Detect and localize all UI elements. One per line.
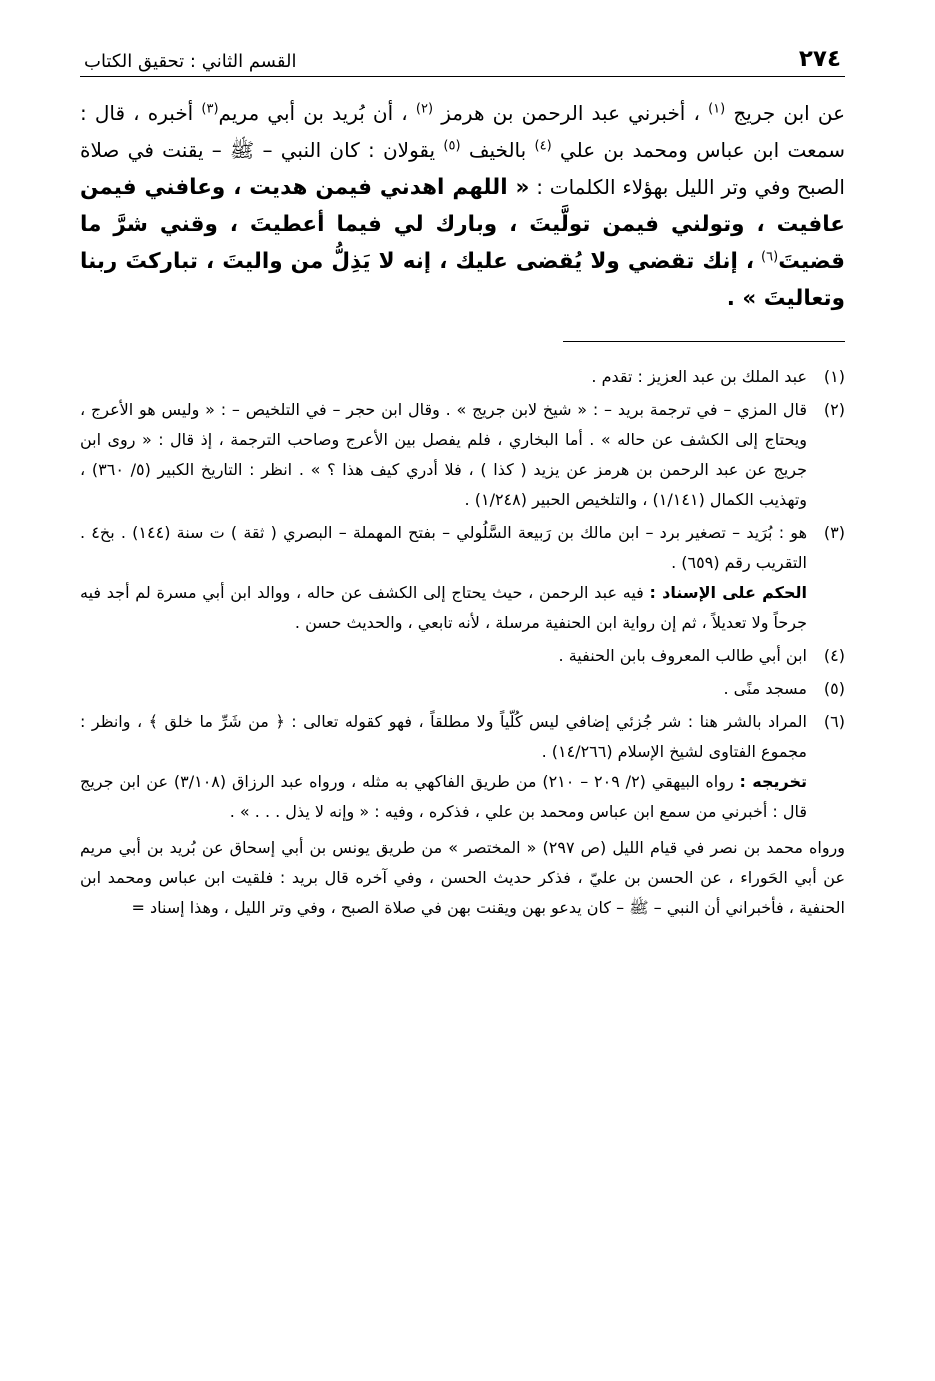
- footnote-body: [80, 707, 807, 827]
- footnote-ref: (٢): [415, 101, 434, 117]
- footnote-number: (٣): [823, 523, 845, 542]
- footnote-body: [80, 362, 807, 392]
- text-segment: بالخيف: [468, 138, 527, 162]
- footnote-text: ابن أبي طالب المعروف بابن الحنفية .: [558, 646, 807, 665]
- footnote-body: [80, 641, 807, 671]
- footnote-ref: (٥): [443, 138, 461, 154]
- page-header: [80, 36, 845, 77]
- footnote-2: [80, 395, 845, 515]
- footnote-text: هو : بُرَيد – تصغير برد – ابن مالك بن رَبيعة السَّلُولي – بفتح المهملة – البصري ( ثقة ) ت سنة (١٤٤) . بخ٤ . التقريب رقم (٦٥٩) .: [80, 523, 808, 572]
- takhrij-text: رواه البيهقي (٢/ ٢٠٩ – ٢١٠) من طريق الفاكهي به مثله ، ورواه عبد الرزاق (٣/١٠٨) عن ابن جريج قال : أخبرني من سمع ابن عباس ومحمد بن علي ، فذكره ، وفيه : « وإنه لا يذل . . . » .: [80, 772, 807, 821]
- page-number: ٢٧٤: [798, 46, 841, 72]
- footnote-ref: (١): [708, 101, 726, 117]
- text-segment: أخبره ، قال : سمعت ابن عباس ومحمد بن علي: [80, 101, 846, 162]
- footnote-number: (١): [823, 367, 845, 386]
- hadith-paragraph: [80, 95, 845, 317]
- footnote-number: (٦): [823, 712, 845, 731]
- footnote-6: [80, 707, 845, 827]
- footnote-body: [80, 674, 807, 704]
- continuation-paragraph: ورواه محمد بن نصر في قيام الليل (ص ٢٩٧) « المختصر » من طريق يونس بن أبي إسحاق عن بُريد بن أبي مريم عن أبي الحَوراء ، عن الحسن بن عليّ ، فذكر حديث الحسن ، وفي آخره قال بريد : فلقيت ابن عباس ومحمد ابن الحنفية ، فأخبراني أن النبي – ﷺ – كان يدعو بهن ويقنت بهن في صلاة الصبح ، وفي وتر الليل ، وهذا إسناد =: [80, 838, 846, 917]
- text-segment: ، أخبرني عبد الرحمن بن هرمز: [441, 101, 700, 125]
- footnotes: [80, 362, 845, 923]
- footnote-number: (٥): [823, 679, 845, 698]
- footnote-text: عبد الملك بن عبد العزيز : تقدم .: [591, 367, 807, 386]
- footnote-separator: [563, 341, 845, 342]
- footnote-number: (٤): [823, 646, 845, 665]
- footnote-ref: (٣): [201, 101, 219, 117]
- isnad-ruling-label: الحكم على الإسناد :: [649, 583, 807, 602]
- footnote-text: مسجد منًى .: [723, 679, 807, 698]
- footnote-number: (٢): [823, 400, 845, 419]
- footnote-ref: (٦): [761, 249, 779, 265]
- isnad-ruling-text: فيه عبد الرحمن ، حيث يحتاج إلى الكشف عن حاله ، ووالد ابن أبي مسرة لم أجد فيه جرحاً ولا تعديلاً ، ثم إن رواية ابن الحنفية مرسلة ، لأنه تابعي ، والحديث حسن .: [80, 583, 807, 632]
- takhrij-label: تخريجه :: [739, 772, 808, 791]
- footnote-text: المراد بالشر هنا : شر جُزئي إضافي ليس كُلّياً ولا مطلقاً ، فهو كقوله تعالى : ﴿ من شَرِّ ما خلق ﴾ ، وانظر : مجموع الفتاوى لشيخ الإسلام (١٤/٢٦٦) .: [80, 712, 807, 761]
- text-segment: ، أن بُريد بن أبي مريم: [218, 101, 408, 125]
- dua-text: « اللهم اهدني فيمن هديت ، وعافني فيمن عافيت ، وتولني فيمن تولَّيتَ ، وبارك لي فيما أعطيتَ ، وقني شرَّ ما قضيتَ: [80, 175, 845, 274]
- main-text: [80, 95, 845, 317]
- running-title: القسم الثاني : تحقيق الكتاب: [84, 51, 297, 72]
- footnote-5: [80, 674, 845, 704]
- text-segment: يقولان : كان النبي – ﷺ – يقنت في صلاة الصبح وفي وتر الليل بهؤلاء الكلمات :: [80, 138, 845, 199]
- footnote-3: [80, 518, 845, 638]
- dua-text: ، إنك تقضي ولا يُقضى عليك ، إنه لا يَذِلُّ من واليتَ ، تباركتَ ربنا وتعاليتَ » .: [80, 249, 845, 311]
- isnad-ruling: [80, 578, 807, 638]
- footnote-4: [80, 641, 845, 671]
- book-page: [80, 36, 845, 939]
- footnote-text: قال المزي – في ترجمة بريد – : « شيخ لابن جريج » . وقال ابن حجر – في التلخيص – : « وليس هو الأعرج ، ويحتاج إلى الكشف عن حاله » . أما البخاري ، فلم يفصل بين الأعرج وصاحب الترجمة ، إذ قال : « روى ابن جريج عن عبد الرحمن بن هرمز عن يزيد ( كذا ) ، فلا أدري كيف هذا ؟ » . انظر : التاريخ الكبير (٥/ ٣٦٠) ، وتهذيب الكمال (١/١٤١) ، والتلخيص الحبير (١/٢٤٨) .: [80, 400, 807, 509]
- takhrij: [80, 767, 807, 827]
- text-segment: عن ابن جريج: [733, 101, 846, 125]
- footnote-1: [80, 362, 845, 392]
- footnote-body: [80, 518, 807, 638]
- footnote-ref: (٤): [534, 138, 552, 154]
- footnote-body: [80, 395, 807, 515]
